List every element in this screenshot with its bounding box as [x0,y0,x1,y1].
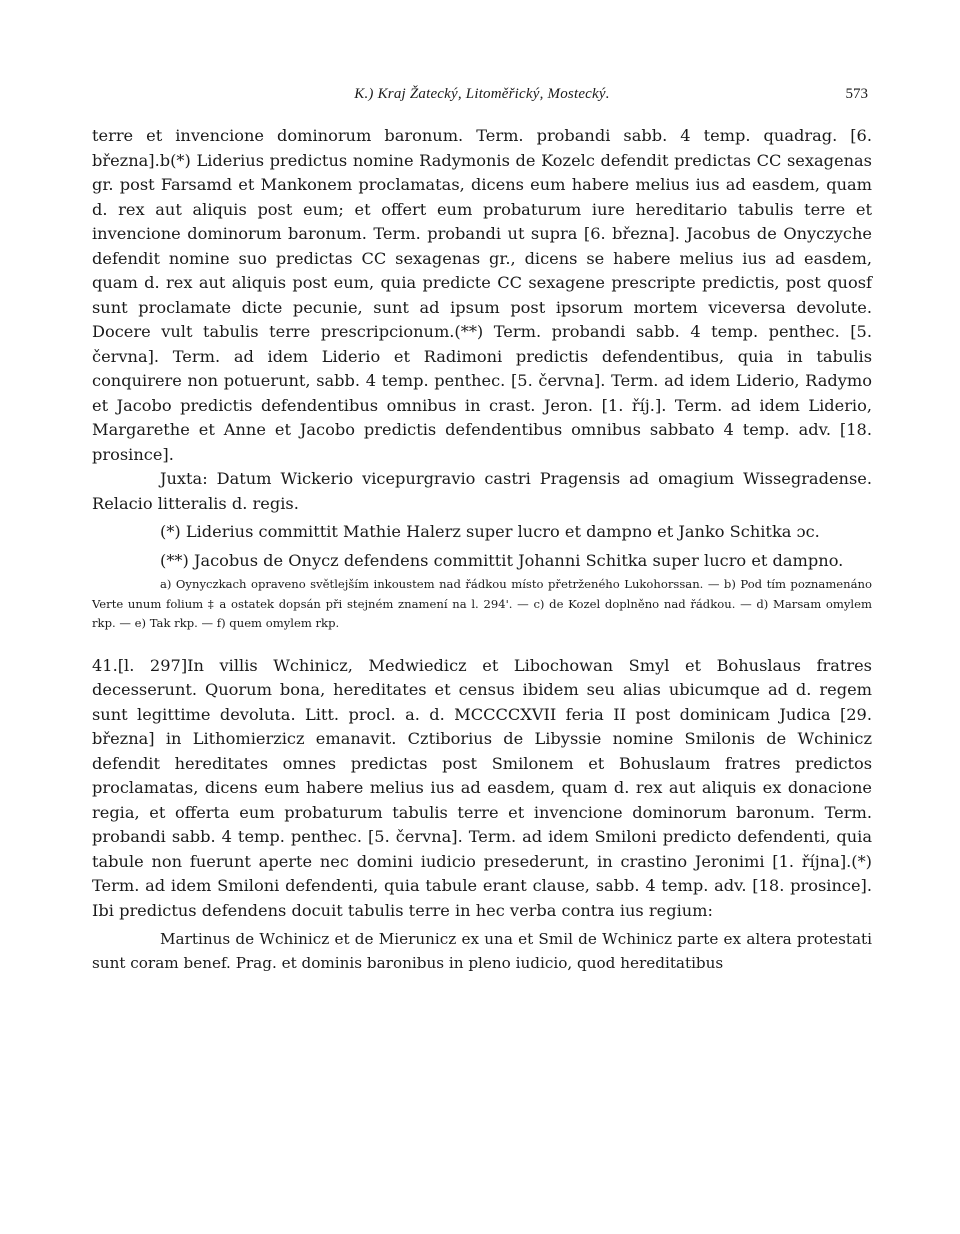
footnotes: a) Oynyczkach opraveno světlejším inkoustem nad řádkou místo přetrženého Lukohorssan. — b) Pod tím poznamenáno Verte unum folium ‡ a ostatek dopsán při stejném znamení na l. 294'. — c) de Kozel doplněno nad řádkou. — d) Marsam omylem rkp. — e) Tak rkp. — f) quem omylem rkp. [92,577,872,630]
paragraph-juxta: Juxta: Datum Wickerio vicepurgravio castri Pragensis ad omagium Wissegradense. Relacio litteralis d. regis. [92,469,872,513]
page-header [92,86,872,112]
paragraph-1: terre et invencione dominorum baronum. Term. probandi sabb. 4 temp. quadrag. [6. března].b(*) Liderius predictus nomine Radymonis de Kozelc defendit predictas CC sexagenas gr. post Farsamd et Mankonem proclamatas, dicens eum habere melius ius ad easdem, quam d. rex aut aliquis post eum; et offert eum probaturum iure hereditario tabulis terre et invencione dominorum baronum. Term. probandi ut supra [6. března]. Jacobus de Onyczyche defendit nomine suo predictas CC sexagenas gr., dicens se habere melius ius ad easdem, quam d. rex aut aliquis post eum, quia predicte CC sexagene prescripte predictis, post quosf sunt proclamate dicte pecunie, sunt ad ipsum post ipsorum mortem viceversa devolute. Docere vult tabulis terre prescripcionum.(**) Term. probandi sabb. 4 temp. penthec. [5. června]. Term. ad idem Liderio et Radimoni predictis defendentibus, quia in tabulis conquirere non potuerunt, sabb. 4 temp. penthec. [5. června]. Term. ad idem Liderio, Radymo et Jacobo predictis defendentibus omnibus in crast. Jeron. [1. říj.]. Term. ad idem Liderio, Margarethe et Anne et Jacobo predictis defendentibus omnibus sabbato 4 temp. adv. [18. prosince]. [92,126,872,464]
paragraph-note-1: (*) Liderius committit Mathie Halerz super lucro et dampno et Janko Schitka ɔc. [160,522,820,541]
page-body [92,124,872,975]
paragraph-note-2: (**) Jacobus de Onycz defendens committit Johanni Schitka super lucro et dampno. [160,550,844,570]
page-number: 573 [845,86,868,102]
quoted-record: Martinus de Wchinicz et de Mierunicz ex una et Smil de Wchinicz parte ex altera protestati sunt coram benef. Prag. et dominis baronibus in pleno iudicio, quod hereditatibus [92,930,872,972]
running-title: K.) Kraj Žatecký, Litoměřický, Mostecký. [354,86,610,102]
entry-41: 41.[l. 297]In villis Wchinicz, Medwiedicz et Libochowan Smyl et Bohuslaus fratres decesserunt. Quorum bona, hereditates et census ibidem seu alias ubicumque ad d. regem sunt legittime devoluta. Litt. procl. a. d. MCCCCXVII feria II post dominicam Judica [29. března] in Lithomierzicz emanavit. Cztiborius de Libyssie nomine Smilonis de Wchinicz defendit hereditates omnes predictas post Smilonem et Bohuslaum fratres predictos proclamatas, dicens eum habere melius ius ad easdem, quam d. rex aut aliquis ex donacione regia, et offerta eum probaturum tabulis terre et invencione dominorum baronum. Term. probandi sabb. 4 temp. penthec. [5. června]. Term. ad idem Smiloni predicto defendenti, quia tabule non fuerunt aperte nec domini iudicio presederunt, in crastino Jeronimi [1. října].(*) Term. ad idem Smiloni defendenti, quia tabule erant clause, sabb. 4 temp. adv. [18. prosince]. Ibi predictus defendens docuit tabulis terre in hec verba contra ius regium: [92,655,872,920]
